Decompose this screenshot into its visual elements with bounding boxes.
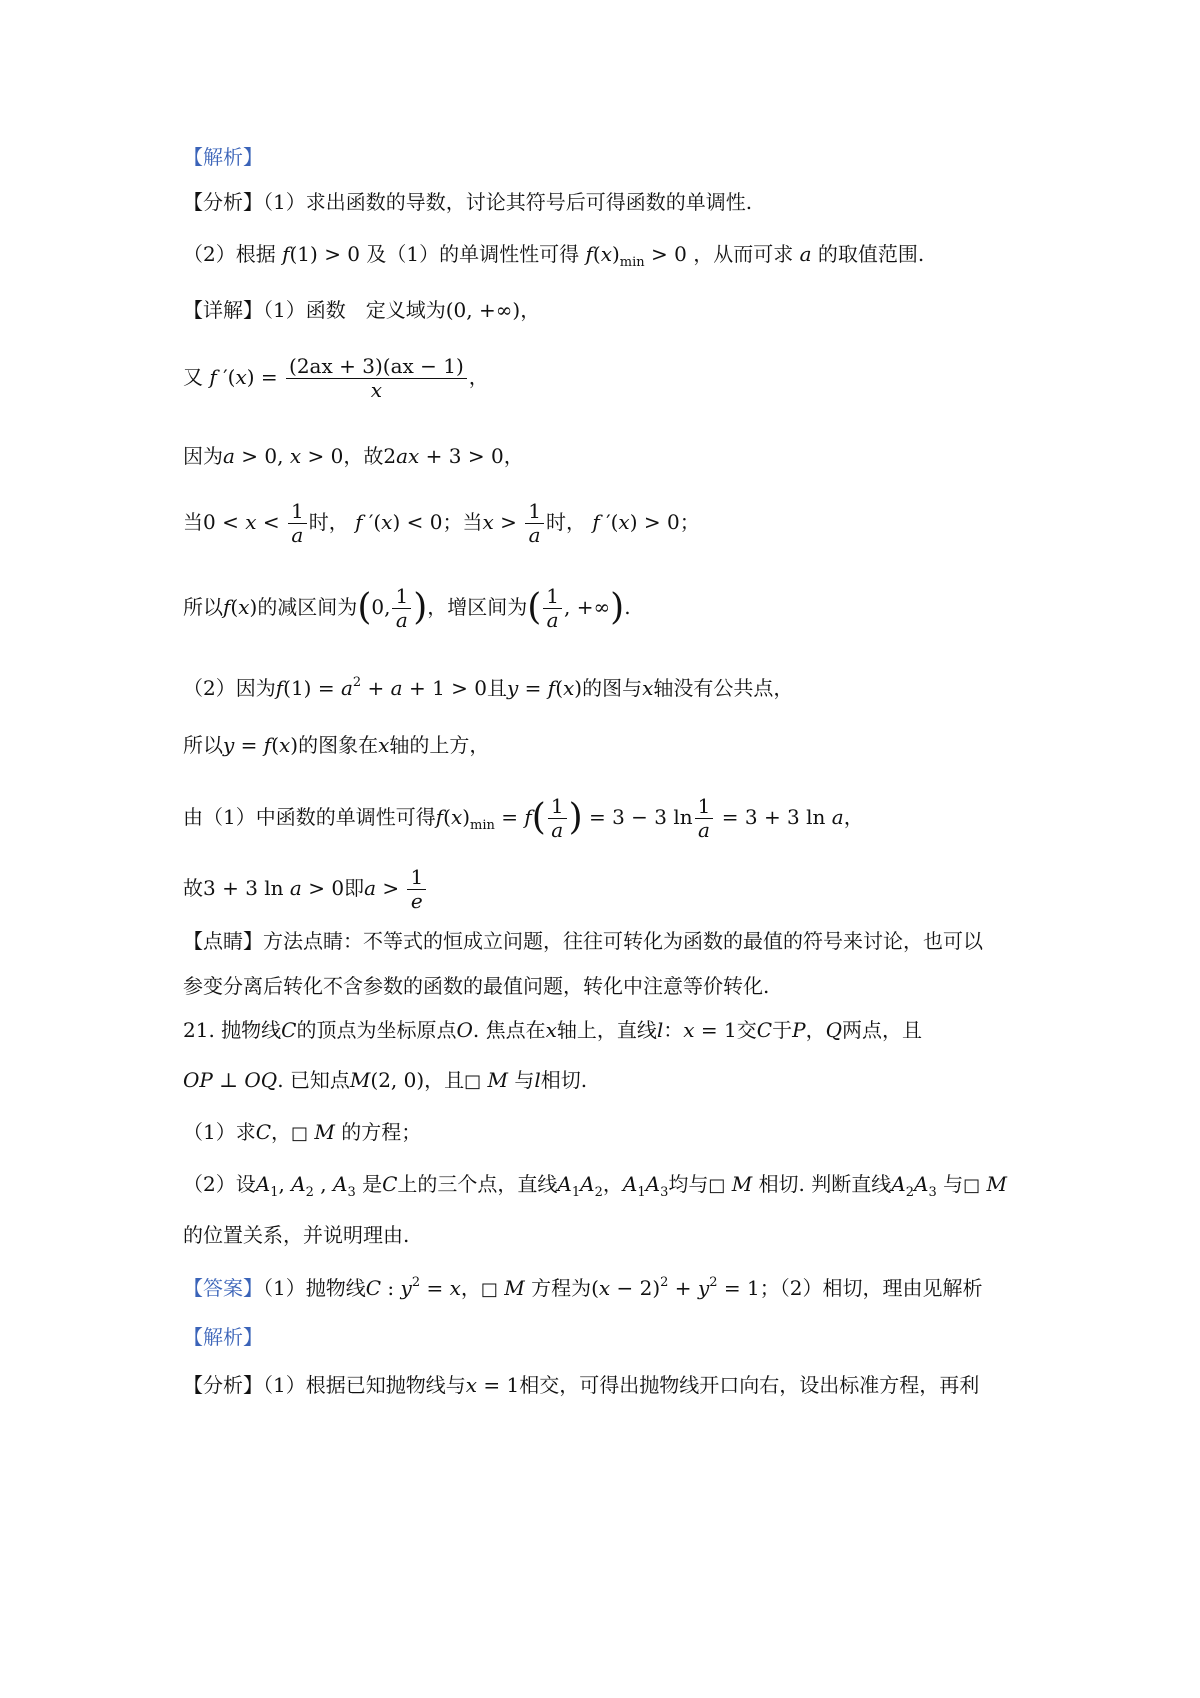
q21-line-3: （1）求C，□ M 的方程； — [183, 1120, 422, 1144]
analysis-heading: 【解析】 — [183, 145, 263, 169]
q21-line-2: OP ⊥ OQ. 已知点M(2, 0)，且□ M 与l相切. — [183, 1068, 588, 1092]
q21-line-5: 的位置关系，并说明理由. — [183, 1223, 410, 1247]
dianjing-line-1: 【点睛】方法点睛：不等式的恒成立问题，往往可转化为函数的最值的符号来讨论，也可以 — [183, 929, 983, 953]
q21-line-4: （2）设$A_1$, $A_2$ , $A_3$ 是C上的三个点，直线$A_1A_2$，$A_1A_3$均与□ M 相切. 判断直线$A_2A_3$ 与□ M — [183, 1172, 1007, 1200]
derivative-fraction: $\frac{(2ax + 3)(ax - 1)}{x}$ — [286, 355, 467, 402]
q21-answer: 【答案】（1）抛物线C : $y^2 = x$，□ M 方程为$(x - 2)^2 + y^2 = 1$；（2）相切，理由见解析 — [183, 1275, 983, 1300]
detail-line-5: 所以f(x)的减区间为(0, $\frac{1}{a}$ )，增区间为( $\frac{1}{a}$ , +∞). — [183, 584, 631, 632]
detail-line-3: 因为a > 0, x > 0，故2ax + 3 > 0， — [183, 444, 524, 468]
detail-line-1: 【详解】（1）函数 定义域为(0, +∞)， — [183, 298, 541, 322]
detail-line-6: （2）因为$f(1) = a^2 + a + 1 > 0$且y = f(x)的图与x轴没有公共点， — [183, 675, 794, 700]
analysis-line-2: （2）根据 f(1) > 0 及（1）的单调性性可得 $f(x)_{min} > 0$ ，从而可求 a 的取值范围. — [183, 242, 925, 270]
detail-line-7: 所以y = f(x)的图象在x轴的上方， — [183, 733, 490, 757]
analysis-line-1: 【分析】（1）求出函数的导数，讨论其符号后可得函数的单调性. — [183, 190, 753, 214]
q21-analysis-line-1: 【分析】（1）根据已知抛物线与x = 1相交，可得出抛物线开口向右，设出标准方程，再利 — [183, 1373, 980, 1397]
q21-analysis-heading: 【解析】 — [183, 1325, 263, 1349]
detail-line-4: 当0 < x < $\frac{1}{a}$ 时， f ′(x) < 0；当x > $\frac{1}{a}$ 时， f ′(x) > 0； — [183, 499, 700, 547]
detail-line-8: 由（1）中函数的单调性可得$f(x)_{min} = f$( $\frac{1}{a}$ ) = 3 − 3 ln $\frac{1}{a}$ = 3 + 3 ln a， — [183, 794, 864, 842]
detail-line-9: 故3 + 3 ln a > 0即a > $\frac{1}{e}$ — [183, 866, 428, 913]
q21-line-1: 21. 抛物线C的顶点为坐标原点O. 焦点在x轴上，直线l：x = 1交C于P，Q两点，且 — [183, 1018, 922, 1042]
detail-line-2-derivative: 又 f ′(x) = $\frac{(2ax + 3)(ax - 1)}{x}$ ， — [183, 354, 489, 402]
dianjing-line-2: 参变分离后转化不含参数的函数的最值问题，转化中注意等价转化. — [183, 974, 770, 998]
